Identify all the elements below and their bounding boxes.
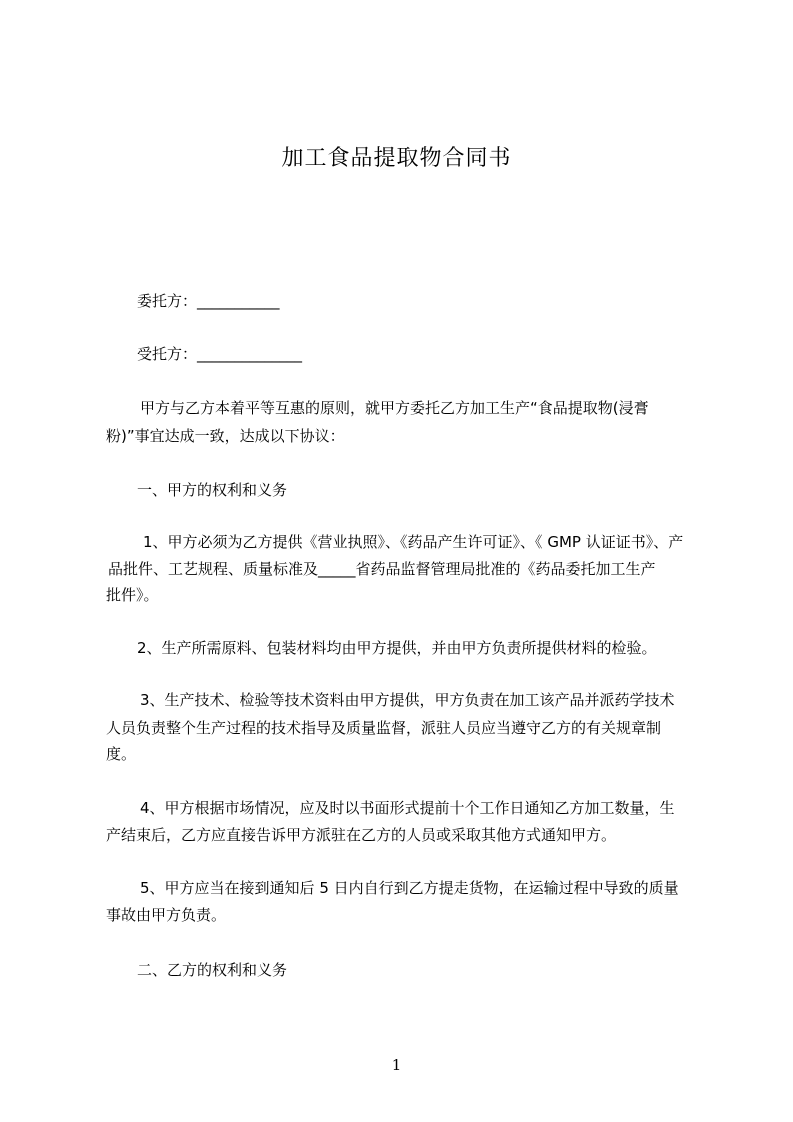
clause-1-line-1: 1、甲方必须为乙方提供《营业执照》、《药品产生许可证》、《 GMP 认证证书》、产: [143, 533, 684, 551]
clause-5-line-2: 事故由甲方负责。: [106, 906, 227, 924]
clause-3-line-1: 3、生产技术、检验等技术资料由甲方提供，甲方负责在加工该产品并派药学技术: [140, 691, 675, 709]
client-line: 委托方：___________: [137, 292, 280, 310]
page-number: 1: [391, 1056, 402, 1074]
clause-4-line-1: 4、甲方根据市场情况，应及时以书面形式提前十个工作日通知乙方加工数量，生: [140, 799, 675, 817]
clause-1-line-2: 品批件、工艺规程、质量标准及_____省药品监督管理局批准的《药品委托加工生产: [108, 560, 656, 578]
contractor-line: 受托方：______________: [137, 345, 303, 363]
section-heading-1: 一、甲方的权利和义务: [137, 481, 288, 499]
clause-5-line-1: 5、甲方应当在接到通知后 5 日内自行到乙方提走货物，在运输过程中导致的质量: [140, 879, 679, 897]
document-title: 加工食品提取物合同书: [281, 146, 512, 171]
clause-2-line-1: 2、生产所需原料、包装材料均由甲方提供，并由甲方负责所提供材料的检验。: [137, 639, 657, 657]
clause-3-line-2: 人员负责整个生产过程的技术指导及质量监督，派驻人员应当遵守乙方的有关规章制: [106, 719, 662, 737]
clause-4-line-2: 产结束后，乙方应直接告诉甲方派驻在乙方的人员或采取其他方式通知甲方。: [106, 826, 617, 844]
intro-line-2: 粉)”事宜达成一致，达成以下协议：: [106, 427, 345, 445]
clause-3-line-3: 度。: [106, 745, 137, 763]
clause-1-line-3: 批件》。: [106, 586, 159, 604]
section-heading-2: 二、乙方的权利和义务: [137, 961, 288, 979]
intro-line-1: 甲方与乙方本着平等互惠的原则，就甲方委托乙方加工生产“食品提取物(浸膏: [140, 399, 649, 417]
